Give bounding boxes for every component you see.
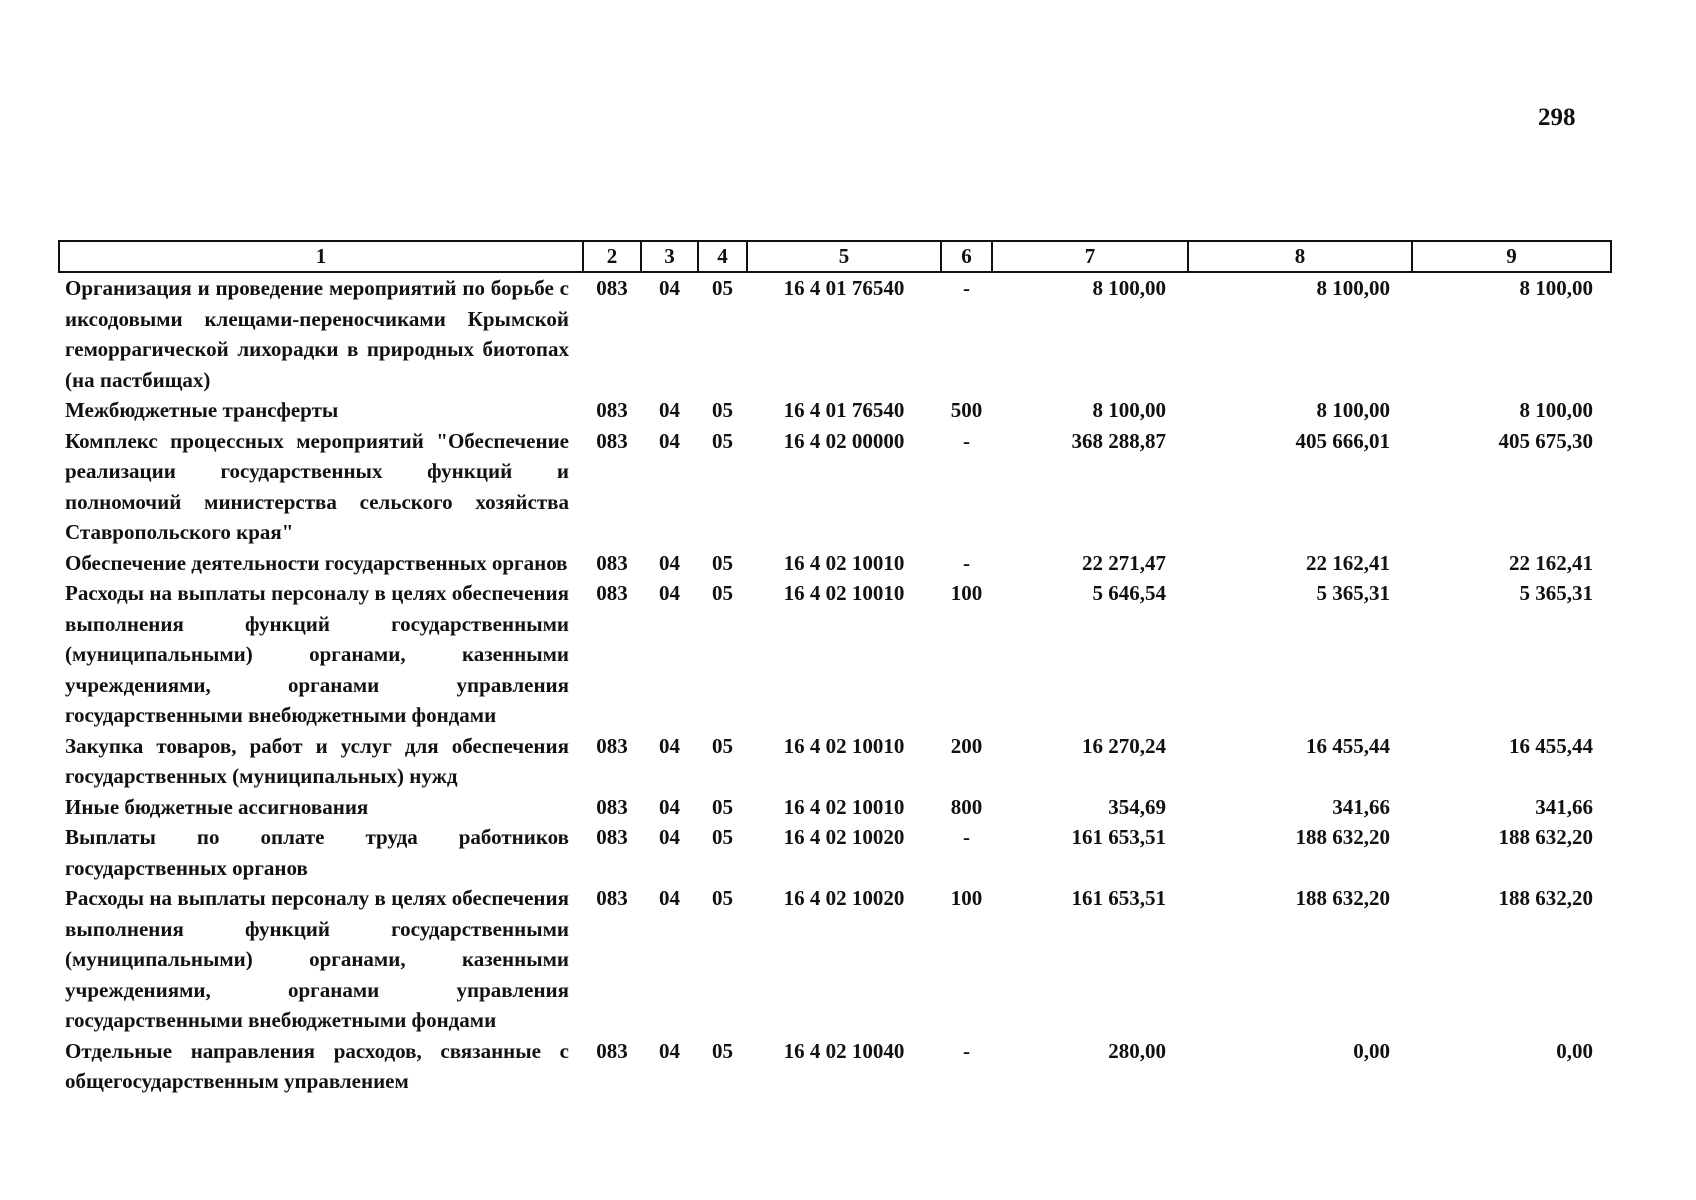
subsection-code: 05 [712,886,733,910]
target-article-code: 16 4 02 10010 [783,550,905,575]
amount-col-9: 22 162,41 [1509,550,1593,575]
amount-col-9: 0,00 [1556,1038,1593,1063]
subsection-code: 05 [712,550,733,575]
amount-col-7: 5 646,54 [1092,581,1166,605]
amount-col-9: 8 100,00 [1519,276,1593,300]
target-article-code: 16 4 02 10010 [783,733,905,758]
expense-type-code: - [963,428,970,453]
section-code: 04 [659,886,680,910]
amount-col-7: 161 653,51 [1071,825,1166,849]
amount-col-8: 188 632,20 [1295,825,1390,849]
column-number-header [59,241,1611,272]
expense-type-code: 800 [950,794,983,819]
amount-col-7: 368 288,87 [1071,428,1166,453]
ministry-code: 083 [596,276,628,300]
expense-type-code: 500 [950,398,983,422]
ministry-code: 083 [596,550,628,575]
section-code: 04 [659,428,680,453]
expense-type-code: 100 [950,886,983,910]
subsection-code: 05 [712,276,733,300]
row-name: Иные бюджетные ассигнования [65,794,369,819]
expense-type-code: - [963,1038,970,1063]
section-code: 04 [659,398,680,422]
header-col-9: 9 [1412,241,1611,272]
header-col-2: 2 [583,241,641,272]
amount-col-7: 16 270,24 [1082,733,1166,758]
ministry-code: 083 [596,794,628,819]
amount-col-8: 0,00 [1353,1038,1390,1063]
table-row [59,548,1611,579]
page-number: 298 [1538,104,1576,131]
amount-col-9: 16 455,44 [1509,733,1593,758]
amount-col-7: 8 100,00 [1092,276,1166,300]
expense-type-code: - [963,276,970,300]
ministry-code: 083 [596,886,628,910]
section-code: 04 [659,581,680,605]
amount-col-8: 341,66 [1332,794,1390,819]
amount-col-7: 354,69 [1108,794,1166,819]
amount-col-7: 8 100,00 [1092,398,1166,422]
subsection-code: 05 [712,398,733,422]
row-name: Отдельные направления расходов, связанные с общегосударственным управлением [65,1038,569,1093]
expense-type-code: - [963,550,970,575]
table-row [59,272,1611,395]
table-row [59,395,1611,426]
expense-type-code: 200 [950,733,983,758]
expense-type-code: 100 [950,581,983,605]
section-code: 04 [659,794,680,819]
target-article-code: 16 4 01 76540 [783,276,905,300]
table-row [59,822,1611,883]
amount-col-8: 8 100,00 [1316,398,1390,422]
ministry-code: 083 [596,581,628,605]
subsection-code: 05 [712,733,733,758]
amount-col-9: 188 632,20 [1498,886,1593,910]
row-name: Межбюджетные трансферты [65,398,339,422]
amount-col-9: 188 632,20 [1498,825,1593,849]
row-name: Закупка товаров, работ и услуг для обеспечения государственных (муниципальных) нужд [65,733,569,788]
amount-col-7: 280,00 [1108,1038,1166,1063]
amount-col-8: 22 162,41 [1306,550,1390,575]
row-name: Комплекс процессных мероприятий "Обеспечение реализации государственных функций и полномочий министерства сельского хозяйства Ставропольского края" [65,428,569,544]
row-name: Расходы на выплаты персоналу в целях обеспечения выполнения функций государственными (муниципальными) органами, казенными учреждениями, органами управления государственными внебюджетными фондами [65,886,569,1032]
target-article-code: 16 4 02 10040 [783,1038,905,1063]
header-col-6: 6 [941,241,992,272]
budget-table [58,240,1612,1097]
target-article-code: 16 4 02 10010 [783,794,905,819]
table-row [59,883,1611,1036]
expense-type-code: - [963,825,970,849]
target-article-code: 16 4 02 10020 [783,825,905,849]
amount-col-8: 188 632,20 [1295,886,1390,910]
section-code: 04 [659,550,680,575]
amount-col-9: 5 365,31 [1519,581,1593,605]
row-name: Расходы на выплаты персоналу в целях обеспечения выполнения функций государственными (муниципальными) органами, казенными учреждениями, органами управления государственными внебюджетными фондами [65,581,569,727]
amount-col-9: 341,66 [1535,794,1593,819]
row-name: Организация и проведение мероприятий по борьбе с иксодовыми клещами-переносчиками Крымской геморрагической лихорадки в природных биотопах (на пастбищах) [65,276,569,392]
ministry-code: 083 [596,1038,628,1063]
row-name: Обеспечение деятельности государственных органов [65,550,568,575]
section-code: 04 [659,1038,680,1063]
amount-col-8: 8 100,00 [1316,276,1390,300]
table-row [59,792,1611,823]
row-name: Выплаты по оплате труда работников государственных органов [65,825,569,880]
ministry-code: 083 [596,398,628,422]
section-code: 04 [659,276,680,300]
subsection-code: 05 [712,794,733,819]
target-article-code: 16 4 02 10010 [783,581,905,605]
amount-col-7: 161 653,51 [1071,886,1166,910]
amount-col-8: 405 666,01 [1295,428,1390,453]
table-row [59,731,1611,792]
section-code: 04 [659,825,680,849]
header-col-4: 4 [698,241,747,272]
table-row [59,426,1611,548]
header-col-7: 7 [992,241,1188,272]
target-article-code: 16 4 02 10020 [783,886,905,910]
subsection-code: 05 [712,428,733,453]
table-row [59,578,1611,731]
header-col-3: 3 [641,241,698,272]
header-col-5: 5 [747,241,941,272]
amount-col-9: 8 100,00 [1519,398,1593,422]
target-article-code: 16 4 01 76540 [783,398,905,422]
amount-col-7: 22 271,47 [1082,550,1166,575]
subsection-code: 05 [712,1038,733,1063]
header-col-1: 1 [59,241,583,272]
subsection-code: 05 [712,581,733,605]
subsection-code: 05 [712,825,733,849]
table-row [59,1036,1611,1097]
amount-col-8: 16 455,44 [1306,733,1390,758]
target-article-code: 16 4 02 00000 [783,428,905,453]
section-code: 04 [659,733,680,758]
ministry-code: 083 [596,825,628,849]
ministry-code: 083 [596,428,628,453]
amount-col-8: 5 365,31 [1316,581,1390,605]
header-col-8: 8 [1188,241,1412,272]
amount-col-9: 405 675,30 [1498,428,1593,453]
ministry-code: 083 [596,733,628,758]
